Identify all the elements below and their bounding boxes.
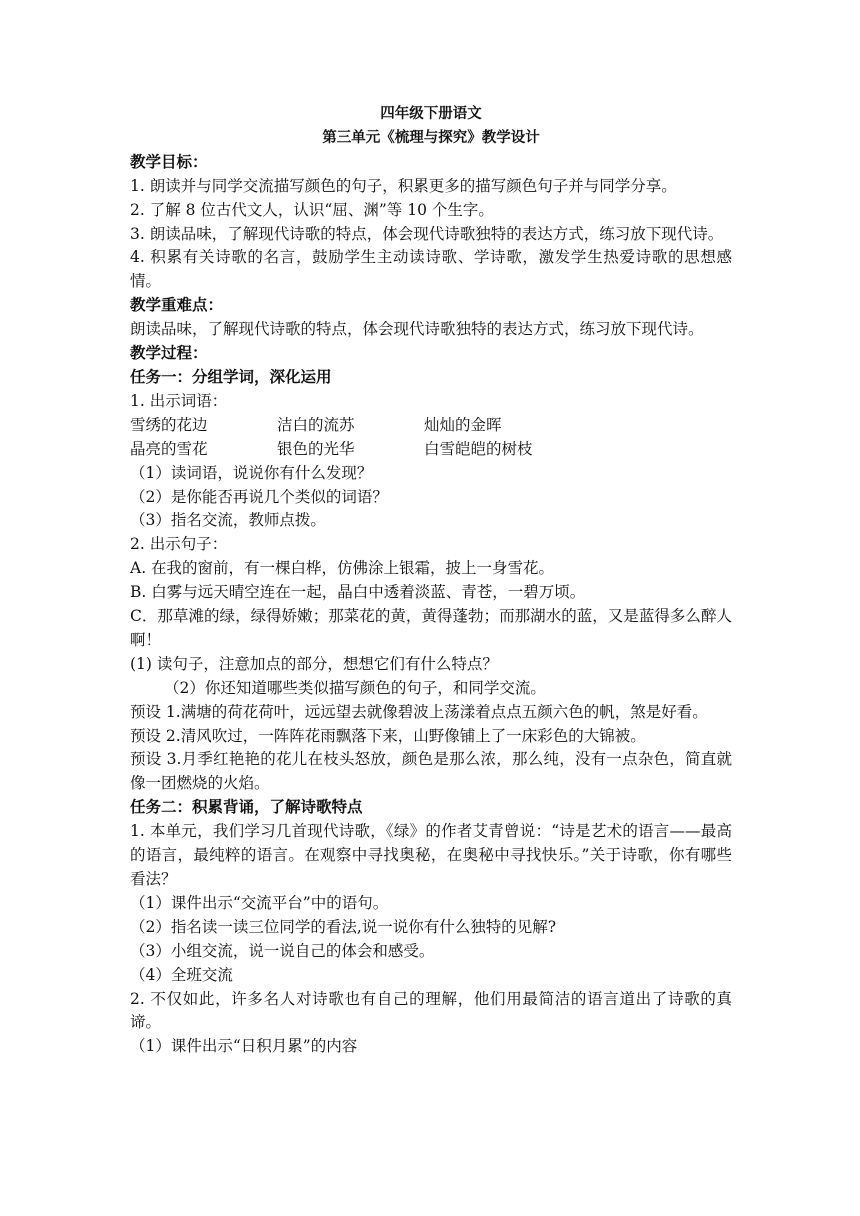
task1-heading: 任务一：分组学词，深化运用 bbox=[130, 367, 332, 386]
key-points-text: 朗读品味，了解现代诗歌的特点，体会现代诗歌独特的表达方式，练习放下现代诗。 bbox=[130, 320, 704, 339]
word: 洁白的流苏 bbox=[277, 415, 355, 434]
sentence-question-1: (1) 读句子，注意加点的部分，想想它们有什么特点？ bbox=[130, 654, 498, 673]
sentence-a: A. 在我的窗前，有一棵白桦，仿佛涂上银霜，披上一身雪花。 bbox=[130, 559, 555, 578]
goal-item: 1. 朗读并与同学交流描写颜色的句子，积累更多的描写颜色句子并与同学分享。 bbox=[130, 176, 677, 195]
task1-step: （1）读词语，说说你有什么发现？ bbox=[130, 463, 373, 482]
preset-2: 预设 2.清风吹过，一阵阵花雨飘落下来，山野像铺上了一床彩色的大锦被。 bbox=[130, 726, 646, 745]
task1-step: （3）指名交流，教师点拨。 bbox=[130, 511, 326, 530]
task2-step: （3）小组交流，说一说自己的体会和感受。 bbox=[130, 941, 435, 960]
task2-step: （1）课件出示“交流平台”中的语句。 bbox=[130, 893, 389, 912]
task2-paragraph-1: 1. 本单元，我们学习几首现代诗歌，《绿》的作者艾青曾说：“诗是艺术的语言——最高的语言，最纯粹的语言。在观察中寻找奥秘，在奥秘中寻找快乐。”关于诗歌，你有哪些看法？ bbox=[130, 822, 732, 888]
doc-title-unit: 第三单元《梳理与探究》教学设计 bbox=[322, 129, 540, 146]
preset-3: 预设 3.月季红艳艳的花儿在枝头怒放，颜色是那么浓，那么纯，没有一点杂色，简直就像一团燃烧的火焰。 bbox=[130, 750, 732, 793]
key-points-heading: 教学重难点： bbox=[130, 296, 224, 315]
sentence-b: B. 白雾与远天晴空连在一起，晶白中透着淡蓝、青苍，一碧万顷。 bbox=[130, 583, 586, 602]
task1-intro: 1. 出示词语： bbox=[130, 391, 228, 410]
task2-step: （4）全班交流 bbox=[130, 965, 233, 984]
document-page bbox=[130, 103, 732, 1059]
goal-item: 2. 了解 8 位古代文人，认识“屈、渊”等 10 个生字。 bbox=[130, 200, 494, 219]
goals-heading: 教学目标： bbox=[130, 152, 208, 171]
task2-paragraph-2: 2. 不仅如此，许多名人对诗歌也有自己的理解，他们用最简洁的语言道出了诗歌的真谛。 bbox=[130, 989, 732, 1032]
word: 灿灿的金晖 bbox=[424, 415, 502, 434]
preset-1: 预设 1.满塘的荷花荷叶，远远望去就像碧波上荡漾着点点五颜六色的帆，煞是好看。 bbox=[130, 702, 708, 721]
task2-heading: 任务二：积累背诵，了解诗歌特点 bbox=[130, 798, 363, 817]
goal-item: 3. 朗读品味，了解现代诗歌的特点，体会现代诗歌独特的表达方式，练习放下现代诗。 bbox=[130, 224, 724, 243]
doc-title-grade: 四年级下册语文 bbox=[380, 106, 482, 122]
word: 银色的光华 bbox=[277, 439, 355, 458]
sentence-intro: 2. 出示句子： bbox=[130, 535, 228, 554]
task2-last-step: （1）课件出示“日积月累”的内容 bbox=[130, 1037, 358, 1056]
sentence-c: C．那草滩的绿，绿得娇嫩；那菜花的黄，黄得蓬勃；而那湖水的蓝，又是蓝得多么醉人啊！ bbox=[130, 607, 732, 649]
word-row bbox=[130, 414, 732, 438]
goal-item: 4. 积累有关诗歌的名言，鼓励学生主动读诗歌、学诗歌，激发学生热爱诗歌的思想感情。 bbox=[130, 248, 732, 291]
word: 白雪皑皑的树枝 bbox=[424, 439, 533, 458]
task1-step: （2）是你能否再说几个类似的词语？ bbox=[130, 487, 388, 506]
word: 雪绣的花边 bbox=[130, 415, 208, 434]
word: 晶亮的雪花 bbox=[130, 439, 208, 458]
word-row bbox=[130, 438, 732, 462]
process-heading: 教学过程： bbox=[130, 344, 208, 363]
task2-step: （2）指名读一读三位同学的看法,说一说你有什么独特的见解? bbox=[130, 917, 557, 936]
sentence-question-2: （2）你还知道哪些类似描写颜色的句子，和同学交流。 bbox=[164, 678, 546, 697]
